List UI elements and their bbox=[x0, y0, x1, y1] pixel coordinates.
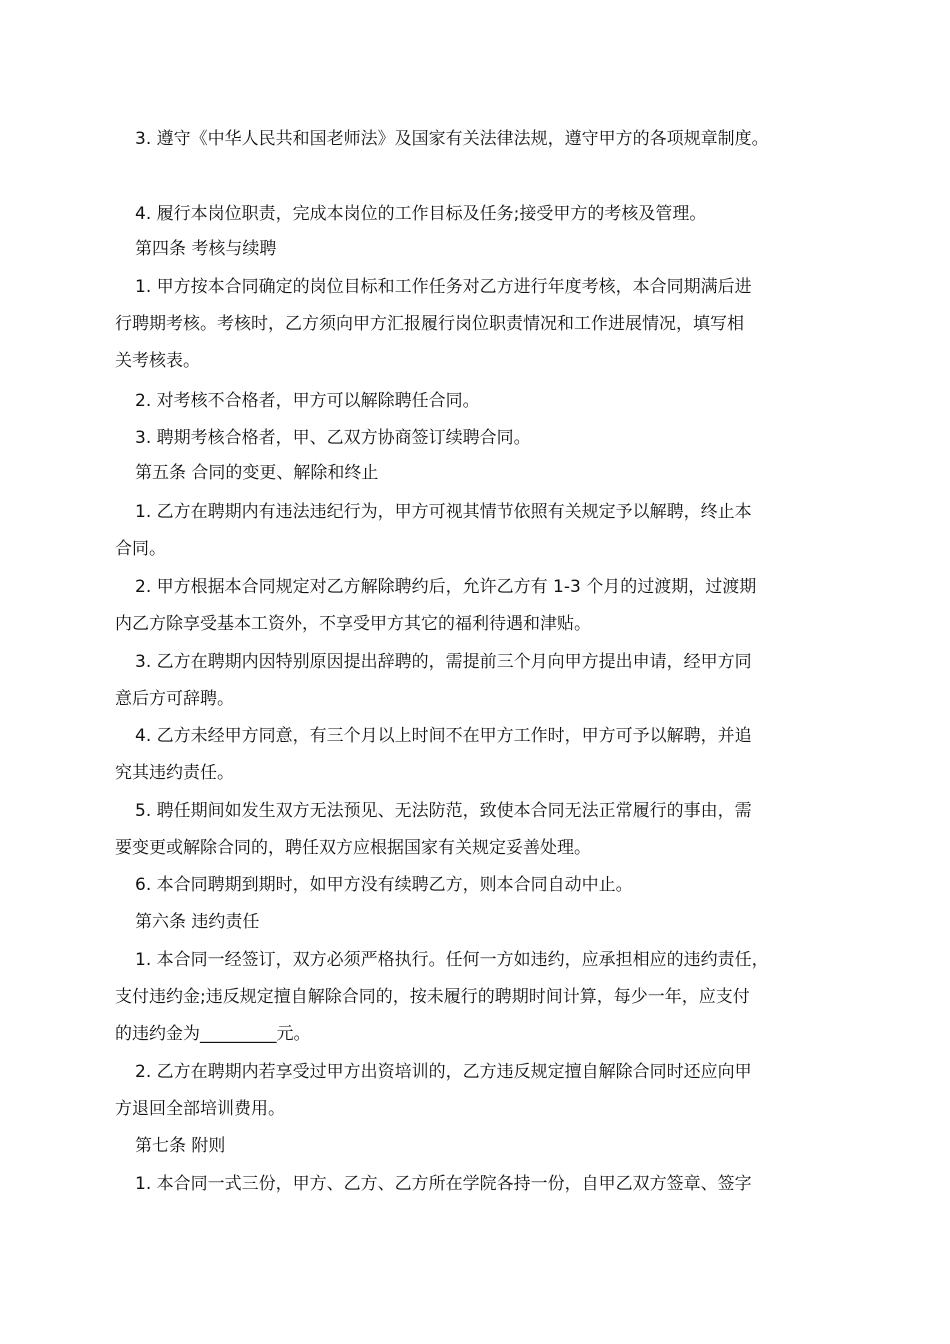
clause-5-2-line-1: 2. 甲方根据本合同规定对乙方解除聘约后，允许乙方有 1-3 个月的过渡期，过渡期 bbox=[135, 577, 757, 597]
clause-4-3-paragraph: 3. 聘期考核合格者，甲、乙双方协商签订续聘合同。 bbox=[135, 428, 531, 448]
clause-5-2-line-2: 内乙方除享受基本工资外，不享受甲方其它的福利待遇和津贴。 bbox=[115, 614, 591, 634]
clause-5-4-line-1: 4. 乙方未经甲方同意，有三个月以上时间不在甲方工作时，甲方可予以解聘，并追 bbox=[135, 726, 752, 746]
clause-5-1-line-1: 1. 乙方在聘期内有违法违纪行为，甲方可视其情节依照有关规定予以解聘，终止本 bbox=[135, 502, 752, 522]
clause-5-5-line-2: 要变更或解除合同的，聘任双方应根据国家有关规定妥善处理。 bbox=[115, 838, 591, 858]
clause-6-2-line-1: 2. 乙方在聘期内若享受过甲方出资培训的，乙方违反规定擅自解除合同时还应向甲 bbox=[135, 1062, 752, 1082]
clause-5-1-line-2: 合同。 bbox=[115, 539, 166, 559]
clause-6-1-line-1: 1. 本合同一经签订，双方必须严格执行。任何一方如违约，应承担相应的违约责任， bbox=[135, 950, 769, 970]
clause-4-1-line-3: 关考核表。 bbox=[115, 351, 200, 371]
clause-6-2-line-2: 方退回全部培训费用。 bbox=[115, 1099, 285, 1119]
clause-5-3-line-1: 3. 乙方在聘期内因特别原因提出辞聘的，需提前三个月向甲方提出申请，经甲方同 bbox=[135, 652, 752, 672]
clause-3-4-paragraph: 4. 履行本岗位职责，完成本岗位的工作目标及任务;接受甲方的考核及管理。 bbox=[135, 204, 707, 224]
article-6-heading: 第六条 违约责任 bbox=[135, 912, 260, 932]
clause-4-1-line-2: 行聘期考核。考核时，乙方须向甲方汇报履行岗位职责情况和工作进展情况，填写相 bbox=[115, 314, 744, 334]
clause-5-5-line-1: 5. 聘任期间如发生双方无法预见、无法防范，致使本合同无法正常履行的事由，需 bbox=[135, 801, 752, 821]
article-5-heading: 第五条 合同的变更、解除和终止 bbox=[135, 463, 379, 483]
clause-6-1-line-2: 支付违约金;违反规定擅自解除合同的，按未履行的聘期时间计算，每少一年，应支付 bbox=[115, 987, 750, 1007]
clause-5-4-line-2: 究其违约责任。 bbox=[115, 763, 234, 783]
article-4-heading: 第四条 考核与续聘 bbox=[135, 239, 277, 259]
clause-6-1-line-3: 的违约金为_________元。 bbox=[115, 1024, 311, 1044]
clause-7-1-line-1: 1. 本合同一式三份，甲方、乙方、乙方所在学院各持一份，自甲乙双方签章、签字 bbox=[135, 1174, 752, 1194]
clause-4-1-line-1: 1. 甲方按本合同确定的岗位目标和工作任务对乙方进行年度考核，本合同期满后进 bbox=[135, 277, 752, 297]
clause-5-3-line-2: 意后方可辞聘。 bbox=[115, 689, 234, 709]
clause-4-2-paragraph: 2. 对考核不合格者，甲方可以解除聘任合同。 bbox=[135, 391, 480, 411]
clause-3-3-paragraph: 3. 遵守《中华人民共和国老师法》及国家有关法律法规，遵守甲方的各项规章制度。 bbox=[135, 129, 769, 149]
clause-5-6-paragraph: 6. 本合同聘期到期时，如甲方没有续聘乙方，则本合同自动中止。 bbox=[135, 875, 633, 895]
article-7-heading: 第七条 附则 bbox=[135, 1136, 226, 1156]
